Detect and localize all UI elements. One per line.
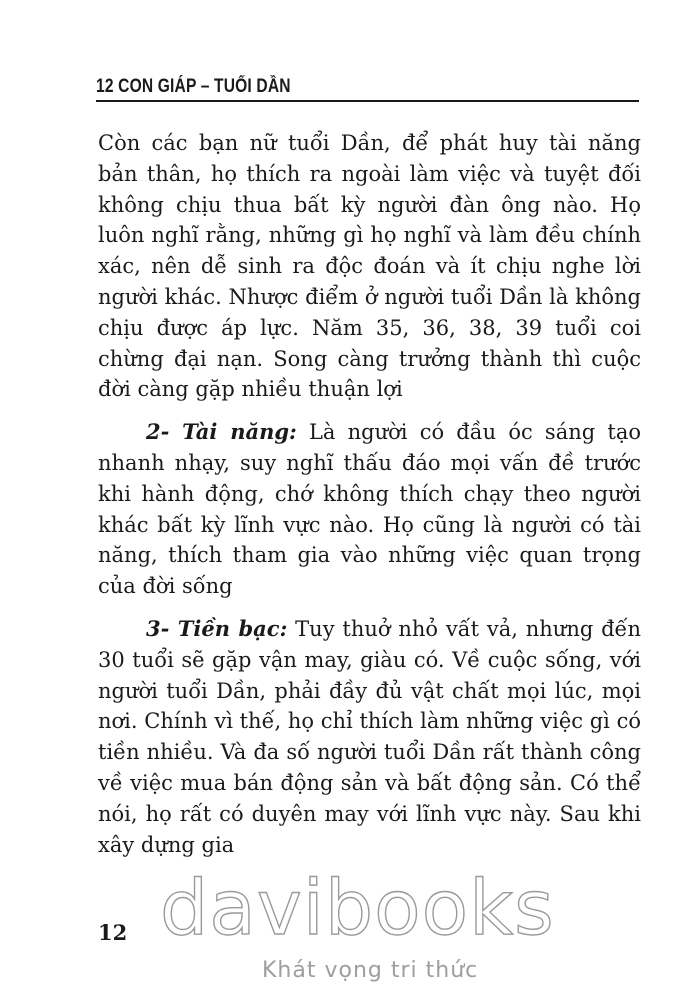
paragraph-talent (98, 417, 641, 602)
page-number: 12 (98, 920, 128, 945)
paragraph-1: Còn các bạn nữ tuổi Dần, để phát huy tài năng bản thân, họ thích ra ngoài làm việc và tuyệt đối không chịu thua bất kỳ người đàn ông nào. Họ luôn nghĩ rằng, những gì họ nghĩ và làm đều chính xác, nên dễ sinh ra độc đoán và ít chịu nghe lời người khác. Nhược điểm ở người tuổi Dần là không chịu được áp lực. Năm 35, 36, 38, 39 tuổi coi chừng đại nạn. Song càng trưởng thành thì cuộc đời càng gặp nhiều thuận lợi (98, 131, 641, 402)
body-text (98, 128, 641, 860)
watermark-brand: davibooks (160, 863, 555, 952)
header-rule (96, 100, 639, 102)
section-text-talent: Là người có đầu óc sáng tạo nhanh nhạy, suy nghĩ thấu đáo mọi vấn đề trước khi hành động, chớ không thích chạy theo người khác bất kỳ lĩnh vực nào. Họ cũng là người có tài năng, thích tham gia vào những việc quan trọng của đời sống (98, 420, 641, 599)
section-label-talent: 2- Tài năng: (146, 419, 297, 445)
running-header: 12 CON GIÁP – TUỔI DẦN (96, 76, 291, 97)
section-text-money: Tuy thuở nhỏ vất vả, nhưng đến 30 tuổi sẽ gặp vận may, giàu có. Về cuộc sống, với người tuổi Dần, phải đầy đủ vật chất mọi lúc, mọi nơi. Chính vì thế, họ chỉ thích làm những việc gì có tiền nhiều. Và đa số người tuổi Dần rất thành công về việc mua bán động sản và bất động sản. Có thể nói, họ rất có duyên may với lĩnh vực này. Sau khi xây dựng gia (98, 616, 642, 857)
section-label-money: 3- Tiền bạc: (146, 615, 288, 641)
watermark-tagline: Khát vọng tri thức (262, 958, 479, 983)
paragraph-money (98, 614, 641, 860)
